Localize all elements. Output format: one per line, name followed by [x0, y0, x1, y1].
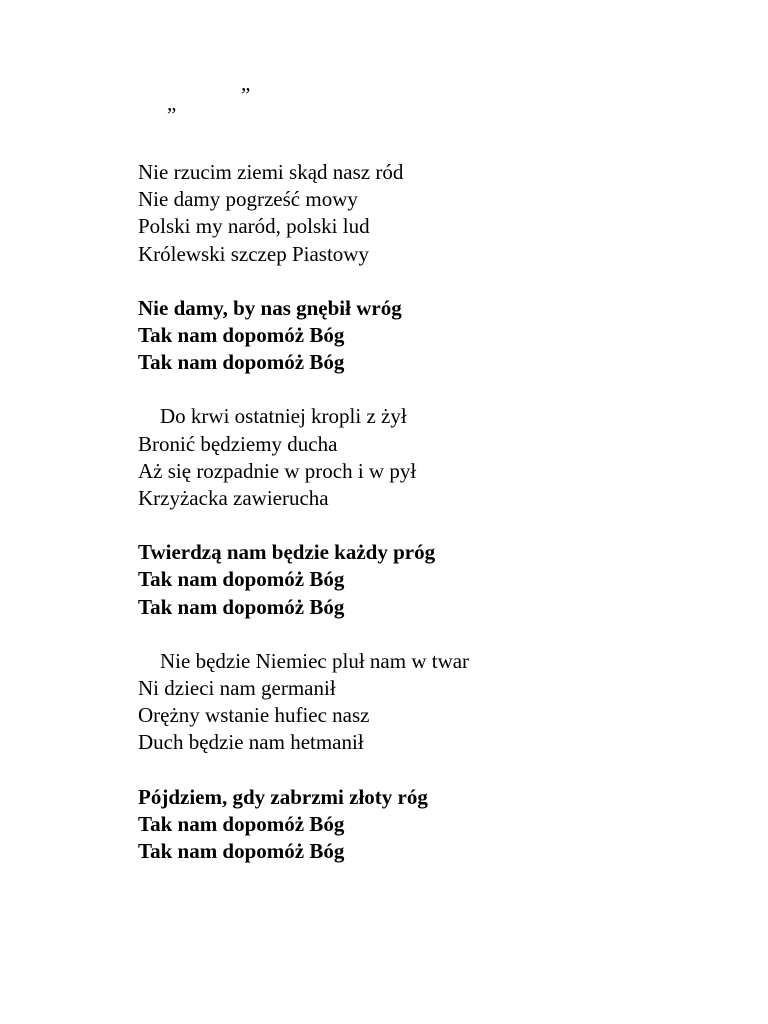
- poem-line: Nie damy pogrześć mowy: [138, 187, 358, 212]
- refrain-line: Twierdzą nam będzie każdy próg: [138, 540, 436, 565]
- title-open-quote: „: [167, 91, 177, 115]
- refrain-line: Nie damy, by nas gnębił wróg: [138, 295, 402, 320]
- poem-line: Do krwi ostatniej kropli z żył: [160, 404, 407, 429]
- poem-line: Krzyżacka zawierucha: [138, 486, 329, 511]
- stanza-2: [138, 403, 698, 512]
- refrain-line: Tak nam dopomóż Bóg: [138, 594, 345, 619]
- refrain-line: Pójdziem, gdy zabrzmi złoty róg: [138, 784, 428, 809]
- refrain-line: Tak nam dopomóż Bóg: [138, 323, 345, 348]
- refrain-line: Tak nam dopomóż Bóg: [138, 567, 345, 592]
- refrain-3: [138, 784, 698, 866]
- title-close-quote: ”: [241, 83, 251, 107]
- stanza-3: [138, 648, 698, 757]
- poem-body: [138, 159, 698, 892]
- poem-line: Nie będzie Niemiec pluł nam w twar: [160, 648, 470, 673]
- poem-line: Królewski szczep Piastowy: [138, 241, 369, 266]
- poem-line: Bronić będziemy ducha: [138, 431, 338, 456]
- refrain-1: [138, 295, 698, 377]
- refrain-2: [138, 539, 698, 621]
- poem-line: Ni dzieci nam germanił: [138, 676, 336, 701]
- stanza-1: [138, 159, 698, 268]
- refrain-line: Tak nam dopomóż Bóg: [138, 350, 345, 375]
- refrain-line: Tak nam dopomóż Bóg: [138, 811, 345, 836]
- poem-line: Nie rzucim ziemi skąd nasz ród: [138, 160, 404, 184]
- poem-line: Orężny wstanie hufiec nasz: [138, 703, 370, 728]
- refrain-line: Tak nam dopomóż Bóg: [138, 839, 345, 864]
- poem-line: Aż się rozpadnie w proch i w pył: [138, 458, 417, 483]
- poem-line: Polski my naród, polski lud: [138, 214, 370, 239]
- poem-line: Duch będzie nam hetmanił: [138, 730, 364, 755]
